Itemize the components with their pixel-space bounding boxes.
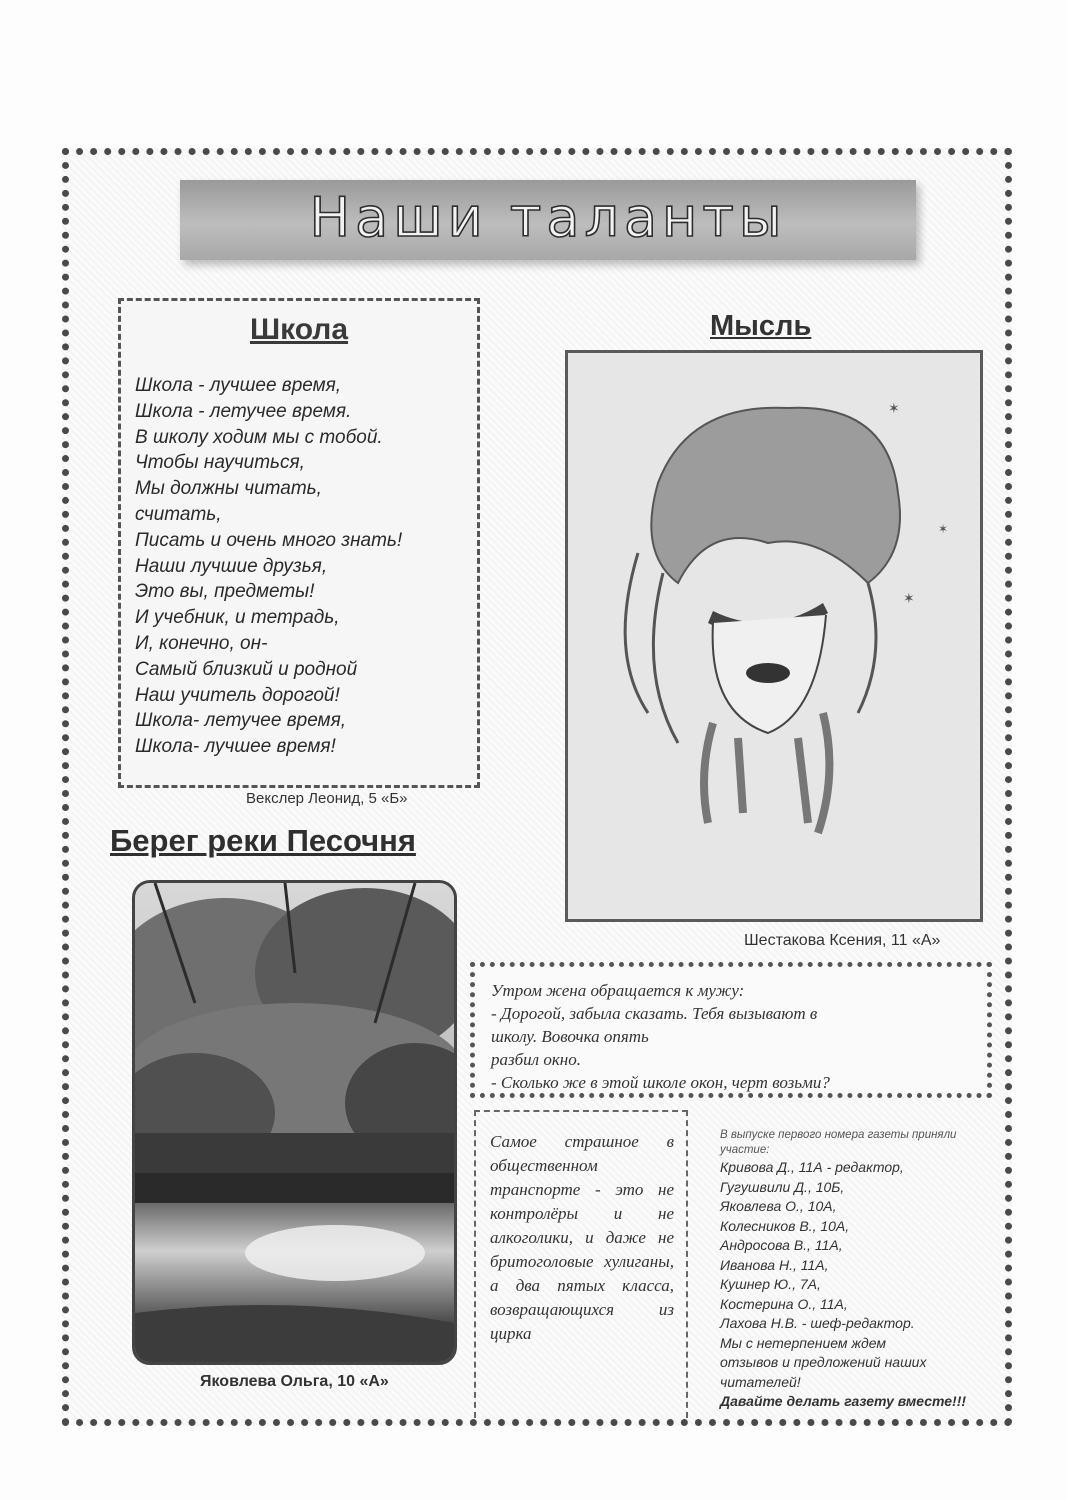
art-title: Мысль bbox=[710, 310, 812, 342]
poem-title: Школа bbox=[249, 313, 349, 346]
credits-name: Кушнер Ю., 7А, bbox=[720, 1276, 821, 1292]
credits-name: Гугушвили Д., 10Б, bbox=[720, 1178, 845, 1195]
credits-name: Колесников В., 10А, bbox=[720, 1217, 850, 1234]
poem-line: Чтобы научиться, bbox=[135, 452, 305, 474]
artwork-drawing bbox=[565, 350, 983, 922]
poem-box bbox=[118, 298, 480, 788]
credits-name: Иванова Н., 11А, bbox=[720, 1256, 829, 1273]
joke-box bbox=[470, 962, 992, 1098]
poem-lines bbox=[135, 373, 471, 760]
credits-closing-emphasis bbox=[720, 1392, 970, 1412]
poem-line: Школа- летучее время, bbox=[135, 710, 347, 732]
poem-line: Наш учитель дорогой! bbox=[135, 684, 340, 706]
header-banner bbox=[180, 180, 916, 260]
poem-line: И, конечно, он- bbox=[135, 632, 268, 654]
joke-line: разбил окно. bbox=[491, 1050, 581, 1069]
poem-line: Школа- лучшее время! bbox=[135, 736, 336, 758]
credits-name: Андросова В., 11А, bbox=[720, 1237, 843, 1253]
quote-box bbox=[474, 1110, 688, 1418]
joke-text bbox=[491, 979, 975, 1094]
poem-line: Это вы, предметы! bbox=[135, 581, 315, 603]
river-photo bbox=[132, 880, 457, 1365]
page-title: Наши таланты bbox=[309, 186, 787, 249]
poem-line: В школу ходим мы с тобой. bbox=[135, 426, 383, 448]
credits-lead: В выпуске первого номера газеты приняли участие: bbox=[720, 1129, 957, 1156]
poem-line: считать, bbox=[135, 503, 222, 525]
quote-text: Самое страшное в общественном транспорте - это не контролёры и не алкоголики, и даже не бритоголовые хулиганы, а два пятых класса, возвращающихся из цирка bbox=[490, 1132, 674, 1343]
credits-name: Кривова Д., 11А - редактор, bbox=[720, 1159, 904, 1175]
joke-line: - Дорогой, забыла сказать. Тебя вызывают в bbox=[491, 1004, 818, 1023]
credits-name: Яковлева О., 10А, bbox=[720, 1198, 837, 1214]
poem-line: Мы должны читать, bbox=[135, 478, 322, 500]
credits-closing: читателей! bbox=[720, 1373, 801, 1390]
credits-name: Костерина О., 11А, bbox=[720, 1295, 848, 1312]
svg-text:✶: ✶ bbox=[903, 590, 915, 606]
joke-line: школу. Вовочка опять bbox=[491, 1027, 649, 1046]
credits-closing: отзывов и предложений наших bbox=[720, 1354, 927, 1370]
poem-line: Наши лучшие друзья, bbox=[135, 555, 328, 577]
credits-name: Лахова Н.В. - шеф-редактор. bbox=[720, 1315, 915, 1331]
poem-line: Школа - лучшее время, bbox=[135, 375, 342, 396]
svg-text:✶: ✶ bbox=[938, 522, 949, 536]
art-author: Шестакова Ксения, 11 «А» bbox=[744, 932, 941, 949]
poem-author: Векслер Леонид, 5 «Б» bbox=[246, 790, 408, 807]
joke-line: - Сколько же в этой школе окон, черт возьми? bbox=[491, 1073, 830, 1092]
joke-line: Утром жена обращается к мужу: bbox=[491, 981, 745, 1000]
poem-line: Самый близкий и родной bbox=[135, 658, 358, 680]
poem-line: Школа - летучее время. bbox=[135, 400, 352, 422]
poem-line: И учебник, и тетрадь, bbox=[135, 607, 340, 629]
credits-closing: Мы с нетерпением ждем bbox=[720, 1334, 887, 1351]
credits-call-to-action: Давайте делать газету вместе!!! bbox=[720, 1393, 967, 1409]
photo-author: Яковлева Ольга, 10 «А» bbox=[200, 1373, 389, 1390]
credits bbox=[720, 1128, 970, 1412]
svg-text:✶: ✶ bbox=[888, 400, 900, 416]
river-title: Берег реки Песочня bbox=[110, 823, 416, 858]
poem-line: Писать и очень много знать! bbox=[135, 529, 403, 551]
